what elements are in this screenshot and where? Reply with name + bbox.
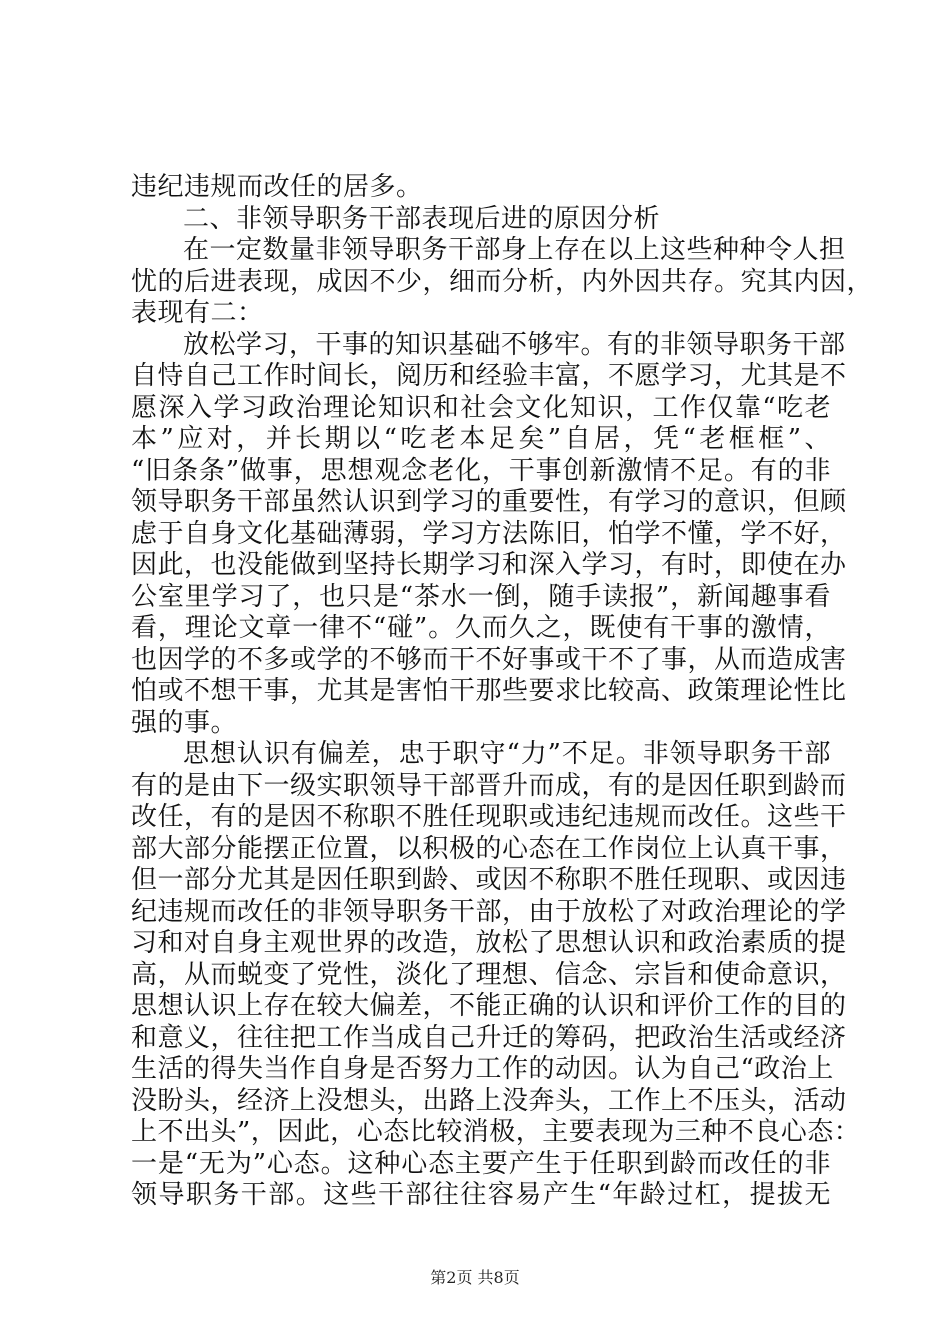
text-line: 没盼头，经济上没想头，出路上没奔头，工作上不压头，活动 bbox=[131, 1085, 847, 1116]
text-line: 虑于自身文化基础薄弱，学习方法陈旧，怕学不懂，学不好， bbox=[131, 518, 847, 549]
text-line: 愿深入学习政治理论知识和社会文化知识，工作仅靠“吃老 bbox=[131, 392, 831, 423]
text-line: “旧条条”做事，思想观念老化，干事创新激情不足。有的非 bbox=[131, 455, 831, 486]
text-line: 表现有二： bbox=[131, 298, 264, 328]
text-line: 改任，有的是因不称职不胜任现职或违纪违规而改任。这些干 bbox=[131, 802, 847, 832]
text-line: 部大部分能摆正位置，以积极的心态在工作岗位上认真干事， bbox=[131, 833, 847, 864]
text-line: 自恃自己工作时间长，阅历和经验丰富，不愿学习，尤其是不 bbox=[131, 361, 847, 391]
text-line: 上不出头”，因此，心态比较消极，主要表现为三种不良心态： bbox=[131, 1117, 861, 1147]
text-line: 有的是由下一级实职领导干部晋升而成，有的是因任职到龄而 bbox=[131, 770, 847, 801]
text-line: 一是“无为”心态。这种心态主要产生于任职到龄而改任的非 bbox=[131, 1148, 831, 1179]
document-body bbox=[131, 172, 874, 1212]
text-line: 领导职务干部虽然认识到学习的重要性，有学习的意识，但顾 bbox=[131, 487, 847, 517]
text-line: 思想认识上存在较大偏差，不能正确的认识和评价工作的目的 bbox=[131, 991, 847, 1021]
text-line: 习和对自身主观世界的改造，放松了思想认识和政治素质的提 bbox=[131, 928, 847, 958]
text-line: 二、非领导职务干部表现后进的原因分析 bbox=[183, 203, 661, 234]
text-line: 强的事。 bbox=[131, 707, 238, 738]
text-line: 生活的得失当作自身是否努力工作的动因。认为自己“政治上 bbox=[131, 1054, 834, 1084]
text-line: 忧的后进表现，成因不少，细而分析，内外因共存。究其内因， bbox=[131, 266, 874, 297]
text-line: 也因学的不多或学的不够而干不好事或干不了事，从而造成害 bbox=[131, 644, 847, 675]
text-line: 但一部分尤其是因任职到龄、或因不称职不胜任现职、或因违 bbox=[131, 865, 847, 895]
page-number: 第2页 共8页 bbox=[430, 1268, 520, 1287]
text-line: 看，理论文章一律不“碰”。久而久之，既使有干事的激情， bbox=[131, 613, 831, 643]
text-line: 高，从而蜕变了党性，淡化了理想、信念、宗旨和使命意识， bbox=[131, 959, 847, 990]
text-line: 在一定数量非领导职务干部身上存在以上这些种种令人担 bbox=[183, 235, 846, 265]
text-line: 违纪违规而改任的居多。 bbox=[131, 172, 423, 202]
text-line: 怕或不想干事，尤其是害怕干那些要求比较高、政策理论性比 bbox=[131, 676, 847, 706]
page-footer bbox=[0, 1268, 950, 1288]
text-line: 本”应对，并长期以“吃老本足矣”自居，凭“老框框”、 bbox=[131, 424, 831, 454]
text-line: 纪违规而改任的非领导职务干部，由于放松了对政治理论的学 bbox=[131, 896, 847, 927]
text-line: 因此，也没能做到坚持长期学习和深入学习，有时，即使在办 bbox=[131, 550, 847, 580]
text-line: 领导职务干部。这些干部往往容易产生“年龄过杠，提拔无 bbox=[131, 1180, 831, 1210]
text-line: 和意义，往往把工作当成自己升迁的筹码，把政治生活或经济 bbox=[131, 1022, 847, 1053]
text-line: 思想认识有偏差，忠于职守“力”不足。非领导职务干部 bbox=[183, 739, 831, 769]
text-line: 公室里学习了，也只是“茶水一倒，随手读报”，新闻趣事看 bbox=[131, 581, 831, 612]
text-line: 放松学习，干事的知识基础不够牢。有的非领导职务干部 bbox=[183, 329, 846, 360]
